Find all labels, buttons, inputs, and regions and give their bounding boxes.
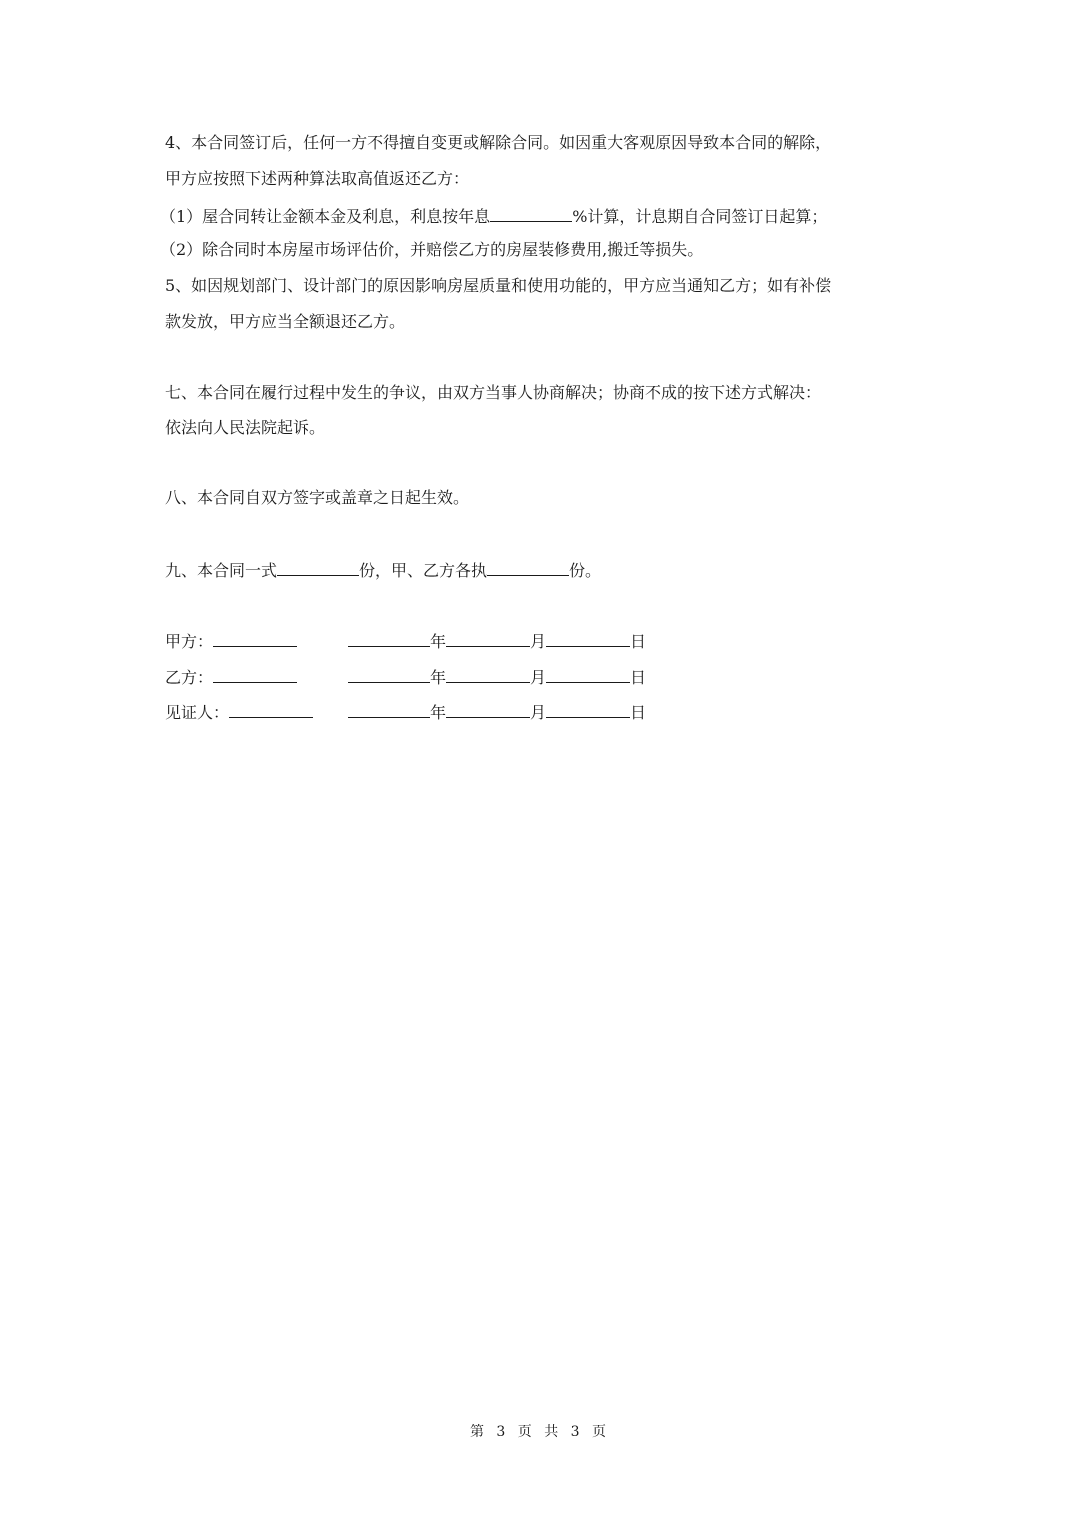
clause-9-tail: 份。: [569, 561, 602, 580]
clause-4-line-2: 甲方应按照下述两种算法取高值返还乙方：: [165, 169, 470, 188]
clause-7-line-2: 依法向人民法院起诉。: [165, 418, 326, 437]
date-party-b: [348, 666, 646, 688]
signature-party-a: [165, 630, 297, 652]
signature-label: 乙方：: [165, 668, 214, 687]
clause-5-line-1: 5、如因规划部门、设计部门的原因影响房屋质量和使用功能的，甲方应当通知乙方；如有补偿: [165, 276, 832, 295]
signature-blank: [213, 666, 297, 683]
clause-9: [165, 559, 601, 581]
clause-4-line-1: 4、本合同签订后，任何一方不得擅自变更或解除合同。如因重大客观原因导致本合同的解除，: [165, 133, 832, 152]
clause-4-sub-1: [160, 205, 827, 227]
month-blank: [446, 666, 530, 683]
month-unit: 月: [530, 632, 547, 651]
signature-blank: [213, 630, 297, 647]
year-blank: [348, 630, 430, 647]
clause-8: 八、本合同自双方签字或盖章之日起生效。: [165, 488, 470, 507]
year-unit: 年: [430, 632, 447, 651]
day-unit: 日: [630, 668, 647, 687]
day-blank: [546, 701, 630, 718]
year-unit: 年: [430, 703, 447, 722]
signature-label: 见证人：: [165, 703, 230, 722]
signature-witness: [165, 701, 313, 723]
signature-party-b: [165, 666, 297, 688]
clause-7-line-1: 七、本合同在履行过程中发生的争议，由双方当事人协商解决；协商不成的按下述方式解决：: [165, 383, 822, 402]
day-unit: 日: [630, 703, 647, 722]
clause-4-sub-2: （2）除合同时本房屋市场评估价，并赔偿乙方的房屋装修费用,搬迁等损失。: [160, 240, 704, 259]
year-unit: 年: [430, 668, 447, 687]
signature-label: 甲方：: [165, 632, 214, 651]
page-footer: 第 3 页 共 3 页: [469, 1424, 611, 1440]
year-blank: [348, 666, 430, 683]
copies-each-blank: [487, 559, 569, 576]
date-witness: [348, 701, 646, 723]
clause-9-text: 九、本合同一式: [165, 561, 278, 580]
date-party-a: [348, 630, 646, 652]
year-blank: [348, 701, 430, 718]
clause-5-line-2: 款发放，甲方应当全额退还乙方。: [165, 312, 406, 331]
day-blank: [546, 630, 630, 647]
month-unit: 月: [530, 703, 547, 722]
clause-4-sub-1-tail: %计算，计息期自合同签订日起算；: [572, 207, 828, 226]
interest-rate-blank: [490, 205, 572, 222]
day-unit: 日: [630, 632, 647, 651]
day-blank: [546, 666, 630, 683]
month-blank: [446, 630, 530, 647]
clause-4-sub-1-text: （1）屋合同转让金额本金及利息，利息按年息: [160, 207, 491, 226]
month-unit: 月: [530, 668, 547, 687]
signature-blank: [229, 701, 313, 718]
month-blank: [446, 701, 530, 718]
copies-total-blank: [277, 559, 359, 576]
clause-9-mid: 份，甲、乙方各执: [359, 561, 488, 580]
